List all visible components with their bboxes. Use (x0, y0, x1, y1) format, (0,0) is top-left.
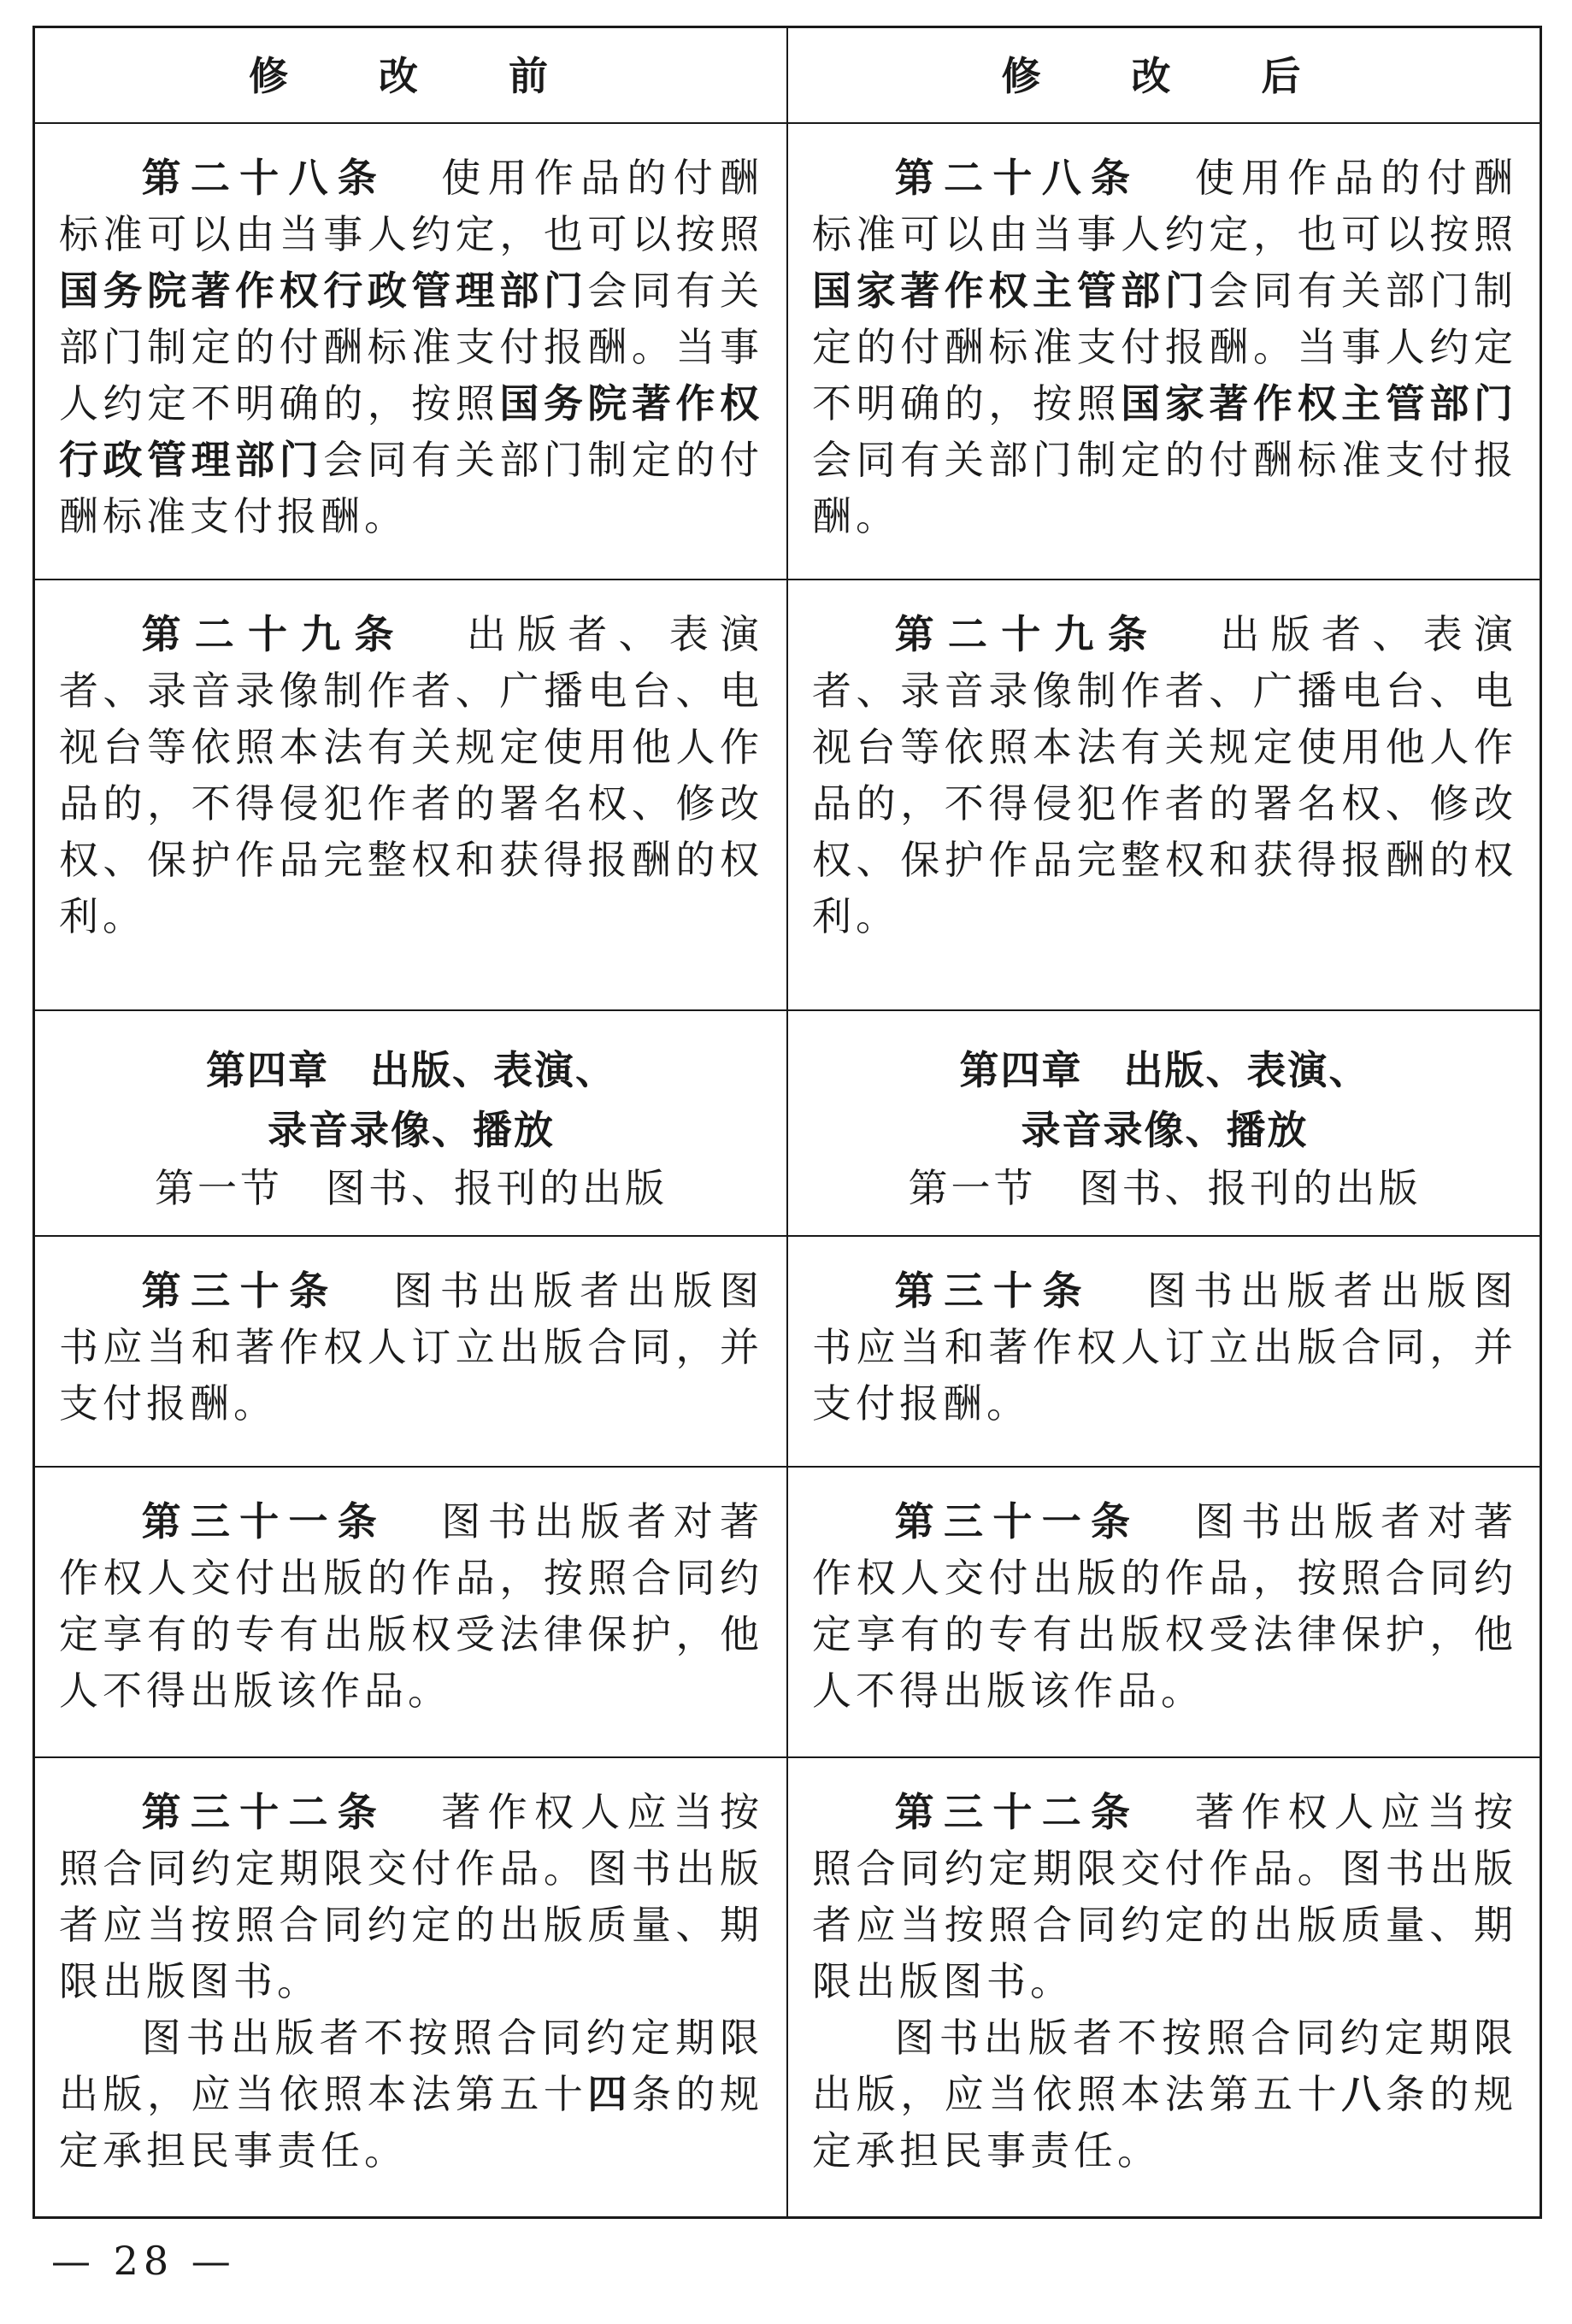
section-title: 第一节 图书、报刊的出版 (155, 1165, 668, 1211)
row-article-29 (35, 580, 1540, 1011)
article-title: 第二十九条 (141, 611, 408, 657)
row-article-30 (35, 1237, 1540, 1468)
changed-term: 国务院著作权行政管理部门 (59, 380, 764, 483)
chapter-heading-after (788, 1011, 1540, 1235)
header-after: 修 改 后 (1001, 53, 1327, 99)
header-row (35, 28, 1540, 124)
article-title: 第三十条 (141, 1268, 339, 1314)
section-title: 第一节 图书、报刊的出版 (908, 1165, 1422, 1211)
row-article-32 (35, 1758, 1540, 2216)
comparison-table (32, 26, 1542, 2219)
article-title: 第三十二条 (894, 1789, 1140, 1835)
chapter-title: 第四章 出版、表演、 (959, 1047, 1370, 1093)
article-28-after: 第二十八条 使用作品的付酬标准可以由当事人约定，也可以按照国家著作权主管部门会同有关部门制定的付酬标准支付报酬。当事人约定不明确的，按照国家著作权主管部门会同有关部门制定的付酬标准支付报酬。 (812, 155, 1518, 539)
article-31-before: 第三十一条 图书出版者对著作权人交付出版的作品，按照合同约定享有的专有出版权受法律保护，他人不得出版该作品。 (59, 1498, 764, 1714)
article-title: 第三十条 (894, 1268, 1092, 1314)
article-30-before: 第三十条 图书出版者出版图书应当和著作权人订立出版合同，并支付报酬。 (59, 1268, 764, 1427)
changed-term: 国家著作权主管部门 (812, 268, 1210, 314)
changed-number: 八 (1341, 2071, 1386, 2117)
article-29-after: 第二十九条 出版者、表演者、录音录像制作者、广播电台、电视台等依照本法有关规定使用他人作品的，不得侵犯作者的署名权、修改权、保护作品完整权和获得报酬的权利。 (812, 611, 1518, 939)
article-title: 第二十八条 (894, 155, 1140, 201)
article-31-after: 第三十一条 图书出版者对著作权人交付出版的作品，按照合同约定享有的专有出版权受法律保护，他人不得出版该作品。 (812, 1498, 1518, 1714)
changed-term: 国务院著作权行政管理部门 (59, 268, 588, 314)
changed-number: 四 (587, 2071, 632, 2117)
row-article-31 (35, 1468, 1540, 1758)
row-article-28 (35, 124, 1540, 580)
header-before: 修 改 前 (249, 53, 574, 99)
article-30-after: 第三十条 图书出版者出版图书应当和著作权人订立出版合同，并支付报酬。 (812, 1268, 1518, 1427)
article-title: 第二十八条 (141, 155, 387, 201)
article-32-before: 第三十二条 著作权人应当按照合同约定期限交付作品。图书出版者应当按照合同约定的出版质量、期限出版图书。 图书出版者不按照合同约定期限出版，应当依照本法第五十四条的规定承担民事责任。 (59, 1789, 764, 2174)
article-29-before: 第二十九条 出版者、表演者、录音录像制作者、广播电台、电视台等依照本法有关规定使用他人作品的，不得侵犯作者的署名权、修改权、保护作品完整权和获得报酬的权利。 (59, 611, 764, 939)
article-28-before: 第二十八条 使用作品的付酬标准可以由当事人约定，也可以按照国务院著作权行政管理部门会同有关部门制定的付酬标准支付报酬。当事人约定不明确的，按照国务院著作权行政管理部门会同有关部门制定的付酬标准支付报酬。 (59, 155, 764, 539)
article-title: 第二十九条 (894, 611, 1162, 657)
row-chapter-4 (35, 1011, 1540, 1237)
article-32-after: 第三十二条 著作权人应当按照合同约定期限交付作品。图书出版者应当按照合同约定的出版质量、期限出版图书。 图书出版者不按照合同约定期限出版，应当依照本法第五十八条的规定承担民事责任。 (812, 1789, 1518, 2174)
chapter-title: 录音录像、播放 (1021, 1107, 1309, 1153)
article-title: 第三十二条 (141, 1789, 387, 1835)
chapter-title: 第四章 出版、表演、 (206, 1047, 616, 1093)
article-title: 第三十一条 (141, 1498, 387, 1544)
article-title: 第三十一条 (894, 1498, 1140, 1544)
changed-term: 国家著作权主管部门 (1121, 380, 1518, 427)
chapter-title: 录音录像、播放 (268, 1107, 555, 1153)
chapter-heading-before (35, 1011, 787, 1235)
page-number: — 28 — (51, 2238, 236, 2284)
